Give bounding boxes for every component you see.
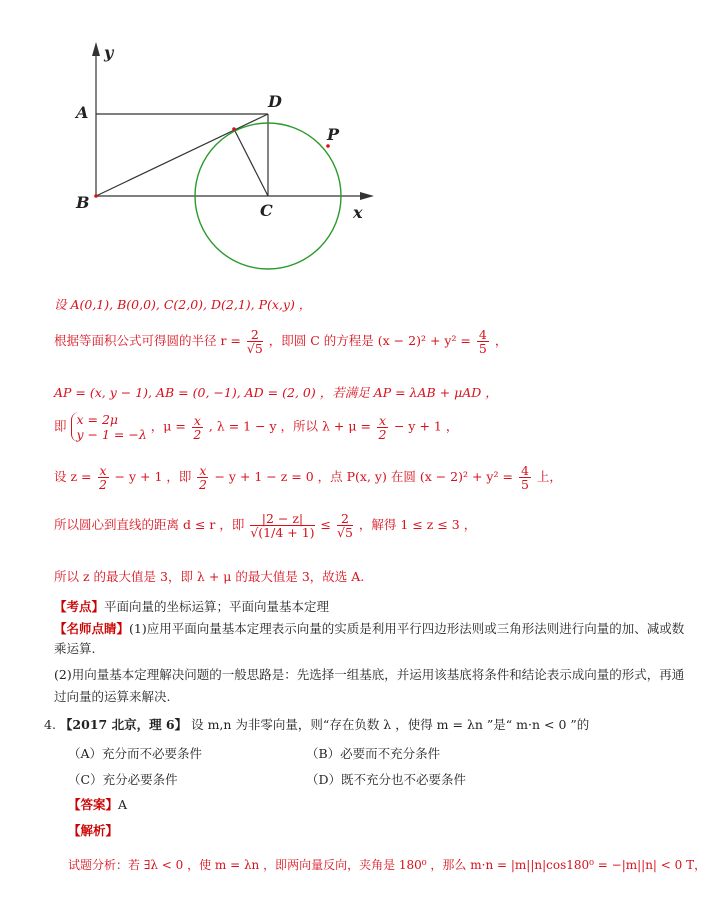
fraction-circle bbox=[519, 464, 531, 491]
line-2-text-a: 根据等面积公式可得圆的半径 r = bbox=[54, 333, 241, 348]
fraction-num: |2 − z| bbox=[250, 512, 314, 526]
option-c-text: （C）充分必要条件 bbox=[68, 772, 178, 787]
key-point-line bbox=[54, 598, 694, 616]
solution-line-3 bbox=[54, 384, 694, 402]
line-2-text-b: ，即圆 C 的方程是 (x − 2)² + y² = bbox=[268, 333, 471, 348]
question-text: 设 m,n 为非零向量，则“存在负数 λ ，使得 m = λn ”是“ m·n < 0 ”的 bbox=[191, 717, 590, 732]
option-d bbox=[306, 770, 466, 788]
label-B: B bbox=[76, 193, 90, 212]
fraction-den: 2 bbox=[378, 426, 387, 442]
option-b-text: （B）必要而不充分条件 bbox=[306, 746, 441, 761]
label-C: C bbox=[260, 201, 273, 220]
teacher-note-tag: 【名师点睛】 bbox=[54, 621, 130, 636]
key-point-text: 平面向量的坐标运算；平面向量基本定理 bbox=[104, 599, 330, 614]
fraction-z bbox=[98, 464, 109, 491]
option-c bbox=[68, 770, 178, 788]
solution-line-4 bbox=[54, 412, 694, 442]
analysis-line bbox=[68, 856, 708, 874]
fraction-num: 4 bbox=[520, 463, 529, 478]
fraction-mu bbox=[192, 414, 203, 441]
option-a bbox=[68, 744, 202, 762]
line-5-text-d: 上， bbox=[536, 469, 562, 484]
label-P: P bbox=[327, 125, 340, 144]
teacher-note-text-1: (1)应用平面向量基本定理表示向量的实质是利用平行四边形法则或三角形法则进行向量的加、减或数 bbox=[129, 621, 685, 636]
point-tangent bbox=[232, 127, 236, 131]
solution-line-7 bbox=[54, 568, 694, 586]
fraction-distance bbox=[250, 512, 314, 539]
label-x: x bbox=[353, 203, 363, 222]
y-axis-arrow bbox=[92, 42, 100, 56]
option-a-text: （A）充分而不必要条件 bbox=[68, 746, 203, 761]
line-6-text-c: ，解得 1 ≤ z ≤ 3 ， bbox=[358, 517, 477, 532]
line-5-text-b: − y + 1 ，即 bbox=[114, 469, 192, 484]
answer-tag: 【答案】 bbox=[68, 797, 119, 812]
line-7-text: 所以 z 的最大值是 3，即 λ + μ 的最大值是 3，故选 A. bbox=[54, 569, 365, 584]
answer-line bbox=[68, 796, 708, 814]
question-4 bbox=[44, 716, 684, 734]
solution-line-6 bbox=[54, 512, 694, 539]
option-d-text: （D）既不充分也不必要条件 bbox=[306, 772, 467, 787]
teacher-note-text-2: 乘运算. bbox=[54, 641, 96, 656]
solution-line-2 bbox=[54, 328, 694, 355]
fraction-num: x bbox=[199, 463, 207, 478]
fraction-radius bbox=[247, 328, 263, 355]
line-1-text: 设 A(0,1), B(0,0), C(2,0), D(2,1), P(x,y) ， bbox=[54, 297, 312, 312]
fraction-den: √5 bbox=[246, 341, 263, 356]
answer-value: A bbox=[118, 797, 128, 812]
fraction-num: x bbox=[378, 412, 386, 428]
fraction-den: 2 bbox=[99, 477, 107, 492]
geometry-figure bbox=[40, 18, 400, 288]
line-4-text-b: , λ = 1 − y ，所以 λ + μ = bbox=[208, 418, 371, 434]
system-eq-2: y − 1 = −λ bbox=[76, 427, 147, 442]
line-4-text-c: − y + 1 ， bbox=[393, 418, 459, 434]
fraction-num: 2 bbox=[337, 512, 353, 526]
equation-system bbox=[71, 412, 147, 442]
fraction-num: 4 bbox=[478, 327, 487, 342]
x-axis-arrow bbox=[360, 192, 374, 200]
fraction-num: 2 bbox=[247, 328, 263, 342]
line-4-prefix: 即 bbox=[54, 418, 67, 434]
line-3-text: AP = (x, y − 1), AB = (0, −1), AD = (2, 0) ，若满足 AP = λAB + μAD ， bbox=[54, 385, 498, 400]
fraction-num: x bbox=[193, 412, 201, 428]
teacher-note-line-2 bbox=[54, 640, 694, 658]
label-D: D bbox=[268, 92, 282, 111]
system-eq-1: x = 2μ bbox=[76, 412, 119, 427]
fraction-radius-2 bbox=[337, 512, 353, 539]
question-number: 4. bbox=[44, 717, 56, 732]
segment-BD bbox=[96, 114, 268, 196]
analysis-text: 试题分析：若 ∃λ < 0 ，使 m = λn ，即两向量反向，夹角是 180⁰ ，那么 m·n = |m||n|cos180⁰ = −|m||n| < 0 T， bbox=[68, 858, 707, 872]
solution-line-1 bbox=[54, 296, 694, 314]
line-6-text-b: ≤ bbox=[320, 517, 332, 532]
radius-segment bbox=[234, 129, 268, 196]
teacher-note-text-3: (2)用向量基本定理解决问题的一般思路是：先选择一组基底，并运用该基底将条件和结论表示成向量的形式，再通 bbox=[54, 667, 685, 682]
question-source: 【2017 北京，理 6】 bbox=[59, 717, 188, 732]
teacher-note-line-1 bbox=[54, 620, 694, 638]
line-4-text-a: ，μ = bbox=[150, 418, 186, 434]
key-point-tag: 【考点】 bbox=[54, 599, 105, 614]
teacher-note-text-4: 过向量的运算来解决. bbox=[54, 689, 171, 704]
line-6-text-a: 所以圆心到直线的距离 d ≤ r ，即 bbox=[54, 517, 245, 532]
option-b bbox=[306, 744, 440, 762]
point-B bbox=[94, 194, 98, 198]
fraction-den: 2 bbox=[198, 477, 207, 492]
analysis-tag-line bbox=[68, 822, 708, 840]
line-5-text-a: 设 z = bbox=[54, 469, 92, 484]
fraction-rhs bbox=[477, 328, 489, 355]
line-5-text-c: − y + 1 − z = 0 ，点 P(x, y) 在圆 (x − 2)² + y² = bbox=[214, 469, 513, 484]
fraction-den: 5 bbox=[520, 477, 529, 492]
solution-line-5 bbox=[54, 464, 694, 491]
point-P bbox=[326, 144, 330, 148]
line-2-text-c: ， bbox=[494, 333, 508, 348]
fraction-den: 2 bbox=[193, 426, 202, 442]
fraction-den: √5 bbox=[337, 525, 353, 540]
label-A: A bbox=[76, 103, 89, 122]
fraction-den: 5 bbox=[478, 341, 487, 356]
analysis-tag: 【解析】 bbox=[68, 823, 119, 838]
teacher-note-line-4 bbox=[54, 688, 694, 706]
fraction-num: x bbox=[99, 463, 107, 478]
label-y: y bbox=[104, 43, 114, 62]
fraction-sum bbox=[377, 414, 388, 441]
teacher-note-line-3 bbox=[54, 666, 694, 684]
fraction-den: √(1/4 + 1) bbox=[250, 525, 315, 540]
fraction-line bbox=[197, 464, 208, 491]
